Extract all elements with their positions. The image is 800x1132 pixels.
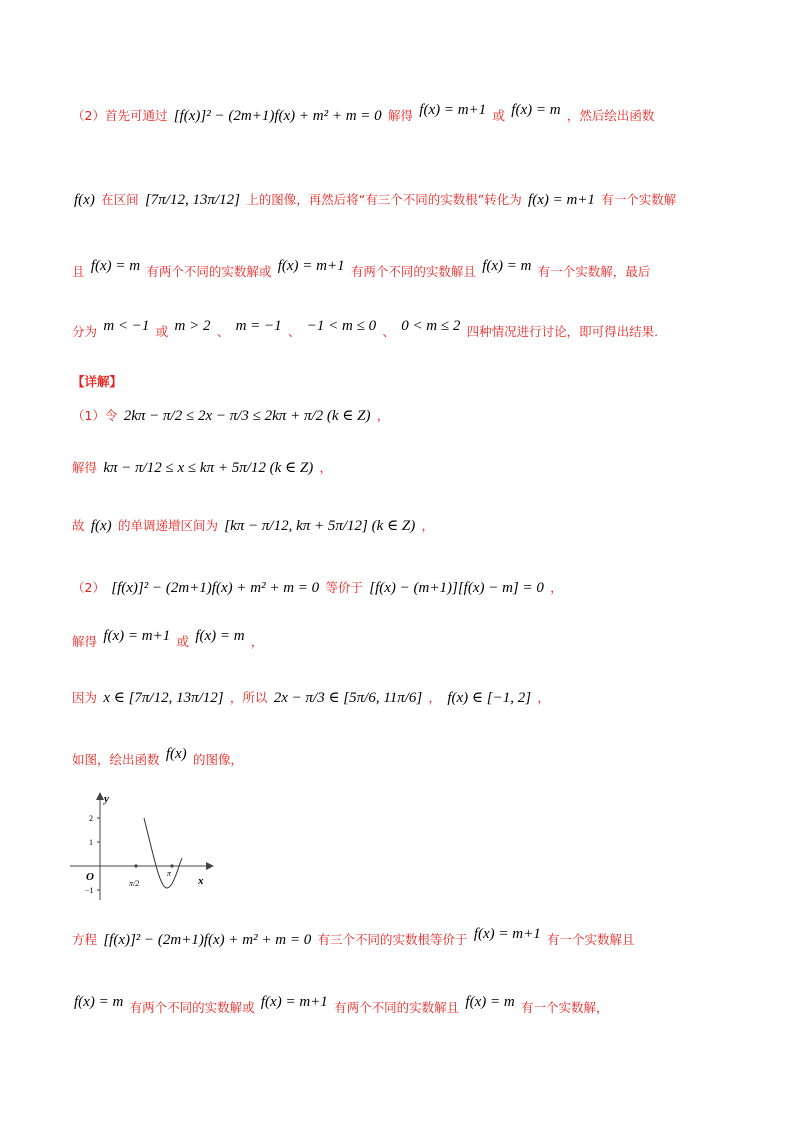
y-tick-label-2: 2 — [89, 814, 93, 823]
y-axis-arrow — [96, 792, 104, 800]
x-tick-label-pi: π — [167, 869, 172, 878]
function-curve — [144, 818, 182, 888]
equation-c: f(x) = m — [482, 258, 532, 274]
text: 有两个不同的实数解或 — [146, 264, 272, 279]
text: 有一个实数解 — [601, 192, 677, 207]
equation-m-plus-1: f(x) = m+1 — [473, 926, 541, 942]
equation-a: f(x) = m — [90, 258, 141, 274]
text: 因为 — [72, 690, 98, 705]
x-axis-arrow — [206, 862, 214, 870]
function-f: f(x) — [74, 192, 95, 208]
text: ， — [550, 580, 563, 595]
text: 解得 — [72, 460, 98, 475]
text: 有两个不同的实数解或 — [129, 1000, 255, 1015]
text: ， — [537, 690, 550, 705]
origin-label: O — [86, 871, 94, 883]
text: 有三个不同的实数根等价于 — [317, 932, 468, 947]
line-3 — [72, 258, 651, 281]
detail-p5 — [72, 628, 264, 651]
text: （2） — [72, 580, 105, 595]
equation-b: f(x) = m+1 — [277, 258, 345, 274]
text: 等价于 — [325, 580, 363, 595]
text: 有一个实数解， — [520, 1000, 609, 1015]
inequality: 2kπ − π/2 ≤ 2x − π/3 ≤ 2kπ + π/2 (k ∈ Z) — [123, 408, 371, 424]
separator: ， — [428, 690, 442, 705]
case-3: m = −1 — [235, 318, 282, 334]
solution-interval: kπ − π/12 ≤ x ≤ kπ + 5π/12 (k ∈ Z) — [103, 460, 314, 476]
text: 在区间 — [101, 192, 139, 207]
text: 上的图像，再然后将“有三个不同的实数根”转化为 — [246, 192, 522, 207]
detail-p3 — [72, 516, 434, 535]
text: ， — [421, 518, 435, 533]
detail-p8 — [72, 926, 635, 949]
argument-range: 2x − π/3 ∈ [5π/6, 11π/6] — [273, 690, 423, 706]
part2-intro-line — [72, 102, 655, 125]
equation: [f(x)]² − (2m+1)f(x) + m² + m = 0 — [103, 932, 312, 948]
solution-1: f(x) = m+1 — [419, 102, 487, 118]
detail-p1 — [72, 406, 389, 425]
text: （1）令 — [72, 408, 118, 423]
text: 方程 — [72, 932, 98, 947]
text: 的图像， — [192, 752, 243, 767]
text: 解得 — [387, 108, 413, 123]
text: 的单调递增区间为 — [117, 518, 218, 533]
detail-p2 — [72, 458, 332, 477]
function-f: f(x) — [90, 518, 112, 534]
solution-2: f(x) = m — [511, 102, 561, 118]
function-graph — [60, 788, 220, 906]
case-1: m < −1 — [103, 318, 150, 334]
case-2: m > 2 — [174, 318, 211, 334]
y-axis-label: y — [104, 793, 109, 805]
equation: [f(x)]² − (2m+1)f(x) + m² + m = 0 — [173, 108, 382, 124]
text: 分为 — [72, 324, 98, 339]
interval: [7π/12, 13π/12] — [144, 192, 240, 208]
text: ， — [376, 408, 390, 423]
x-tick-half-pi — [134, 864, 137, 867]
case-4: −1 < m ≤ 0 — [306, 318, 377, 334]
text: 故 — [72, 518, 85, 533]
x-tick-pi — [170, 864, 173, 867]
detail-p4 — [72, 578, 563, 597]
detail-header: 【详解】 — [72, 374, 123, 389]
function-f: f(x) — [165, 746, 187, 762]
text: 且 — [72, 264, 85, 279]
x-tick-label-half-pi: π/2 — [129, 879, 140, 888]
solution-b: f(x) = m — [195, 628, 245, 644]
text: 如图，绘出函数 — [72, 752, 160, 767]
solution-a: f(x) = m+1 — [103, 628, 171, 644]
case-5: 0 < m ≤ 2 — [401, 318, 461, 334]
text: ，所以 — [229, 690, 268, 705]
text: 或 — [492, 108, 505, 123]
separator: 、 — [382, 324, 395, 339]
equation-b: f(x) = m+1 — [260, 994, 328, 1010]
factored-equation: [f(x) − (m+1)][f(x) − m] = 0 — [369, 580, 544, 596]
text: 或 — [176, 634, 190, 649]
equation-a: f(x) = m — [74, 994, 124, 1010]
detail-p6 — [72, 688, 550, 707]
value-range: f(x) ∈ [−1, 2] — [447, 690, 532, 706]
text: 有两个不同的实数解且 — [350, 264, 476, 279]
text: ，然后绘出函数 — [566, 108, 655, 123]
separator: 、 — [287, 324, 301, 339]
detail-p9 — [72, 994, 609, 1017]
y-tick-label-neg1: −1 — [85, 886, 94, 895]
text: 有一个实数解，最后 — [537, 264, 651, 279]
text: 解得 — [72, 634, 98, 649]
detail-header-line — [72, 372, 122, 390]
detail-p7 — [72, 746, 243, 769]
separator: 、 — [216, 324, 230, 339]
increasing-interval: [kπ − π/12, kπ + 5π/12] (k ∈ Z) — [224, 518, 416, 534]
equation-c: f(x) = m — [465, 994, 515, 1010]
equation: [f(x)]² − (2m+1)f(x) + m² + m = 0 — [111, 580, 320, 596]
text: 或 — [155, 324, 169, 339]
text: 有一个实数解且 — [547, 932, 635, 947]
line-4 — [72, 318, 659, 341]
text: ， — [319, 460, 333, 475]
text: 有两个不同的实数解且 — [334, 1000, 460, 1015]
y-tick-label-1: 1 — [89, 838, 93, 847]
line-2 — [72, 190, 676, 209]
x-range: x ∈ [7π/12, 13π/12] — [103, 690, 224, 706]
equation: f(x) = m+1 — [528, 192, 595, 208]
part2-label: （2）首先可通过 — [72, 108, 168, 123]
x-axis-label: x — [198, 875, 204, 887]
text: 四种情况进行讨论，即可得出结果. — [466, 324, 659, 339]
text: ， — [250, 634, 264, 649]
